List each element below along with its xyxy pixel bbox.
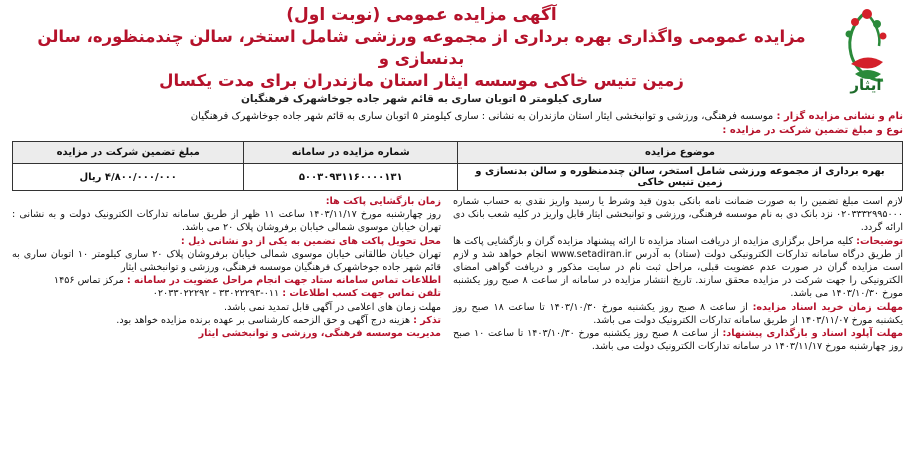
receive-paragraph	[453, 301, 903, 327]
ad-title: آگهی مزایده عمومی (نوبت اول)	[286, 5, 557, 25]
ad-subtitle-line1: مزایده عمومی واگذاری بهره برداری از مجموعه ورزشی شامل استخر، سالن چندمنظوره، سالن بدنسازی و	[37, 27, 806, 68]
deliver-text: تهران خیابان طالقانی خیابان موسوی شمالی خیابان برفروشان پلاک ۲۰ ساری کیلومتر ۱۰ اتوبان ساری به قائم شهر جاده جوخاشهرک فرهنگیان موسسه فرهنگی، ورزشی و توانبخشی ایثار	[12, 248, 441, 274]
upload-paragraph	[453, 327, 903, 353]
signature: مدیریت موسسه فرهنگی، ورزشی و توانبخشی ایثار	[198, 328, 441, 340]
contact-text: مرکز تماس ۱۴۵۶	[53, 275, 124, 287]
guarantee-heading: نوع و مبلغ تضمین شرکت در مزایده :	[722, 125, 903, 136]
phone-paragraph	[12, 287, 441, 300]
table-header-row	[13, 142, 903, 164]
ad-subtitle-line2: زمین تنیس خاکی موسسه ایثار استان مازندران برای مدت یکسال	[159, 71, 684, 90]
extend-text: مهلت زمان های اعلامی در آگهی قابل تمدید نمی باشد.	[224, 301, 441, 313]
receive-text: از ساعت ۸ صبح روز یکشنبه مورخ ۱۴۰۳/۱۰/۳۰ تا ساعت ۱۸ صبح روز یکشنبه مورخ ۱۴۰۳/۱۱/۰۷ از طریق سامانه تدارکات الکترونیک دولت می باشد.	[453, 301, 903, 326]
right-column	[453, 195, 903, 353]
phone-text: ۰۱۱-۳۳۰۲۲۲۹۳ - ۰۲۰۳۳۰۲۲۲۹۲	[152, 288, 280, 300]
cell-subject: بهره برداری از مجموعه ورزشی شامل استخر، سالن چندمنظوره و سالن بدنسازی و زمین تنیس خاکی	[458, 164, 903, 191]
open-text: روز چهارشنبه مورخ ۱۴۰۳/۱۱/۱۷ ساعت ۱۱ ظهر از طریق سامانه تدارکات الکترونیک دولت و به نشانی : تهران خیابان موسوی شمالی خیابان برفروشان پلاک ۲۰ می باشد.	[12, 209, 442, 234]
body-columns	[12, 195, 903, 353]
left-column	[12, 195, 441, 353]
ad-address-line: ساری کیلومتر ۵ اتوبان ساری به قائم شهر جاده جوخاشهرک فرهنگیان	[240, 93, 603, 105]
contact-label: اطلاعات تماس سامانه ستاد جهت انجام مراحل عضویت در سامانه :	[126, 275, 441, 287]
phone-label: تلفن تماس جهت کسب اطلاعات :	[282, 288, 441, 300]
deliver-label: محل تحویل پاکت های تضمین به یکی از دو نشانی ذیل :	[180, 235, 441, 247]
receive-label: مهلت زمان خرید اسناد مزایده:	[752, 301, 903, 313]
note-paragraph	[12, 314, 441, 327]
explain-text: کلیه مراحل برگزاری مزایده از دریافت اسناد مزایده تا ارائه پیشنهاد مزایده گران و بازگشایی پاکت ها از طریق درگاه سامانه تدارکات الکترونیکی دولت (ستاد) به آدرس www.setadiran.ir انجام خواهد شد و لازم است مزایده گران در صورت عدم عضویت قبلی، مراحل ثبت نام در سایت مذکور و دریافت گواهی امضای الکترونیکی را جهت شرکت در مزایده محقق سازند. تاریخ انتشار مزایده در سامانه از ساعت ۸ صبح روز یکشنبه مورخ ۱۴۰۳/۱۰/۳۰ می باشد.	[453, 235, 903, 300]
payment-paragraph: لازم است مبلغ تضمین را به صورت ضمانت نامه بانکی بدون قید وشرط یا رسید واریز نقدی به حساب شماره ۰۲۰۳۳۳۲۹۹۵۰۰۰ نزد بانک دی به نام موسسه فرهنگی، ورزشی و توانبخشی ایثار قابل واریز در کلیه شعب بانک دی ارائه گردد.	[453, 196, 903, 234]
upload-label: مهلت آپلود اسناد و بازگذاری پیشنهاد:	[722, 328, 903, 340]
header-guarantee: مبلغ تضمین شرکت در مزایده	[13, 142, 244, 164]
organizer-label: نام و نشانی مزایده گزار :	[776, 111, 903, 122]
header-subject: موضوع مزایده	[458, 142, 903, 164]
table-row	[13, 164, 903, 191]
explain-paragraph	[453, 235, 903, 301]
cell-guarantee: ۴/۸۰۰/۰۰۰/۰۰۰ ریال	[13, 164, 244, 191]
auction-table	[12, 141, 903, 191]
logo-text: ایثار	[850, 76, 882, 94]
header-number: شماره مزایده در سامانه	[244, 142, 458, 164]
note-text: هزینه درج آگهی و حق الزحمه کارشناسی بر عهده برنده مزایده خواهد بود.	[116, 314, 411, 326]
flower-logo-icon	[831, 4, 901, 100]
organizer-text: موسسه فرهنگی، ورزشی و توانبخشی ایثار استان مازندران به نشانی : ساری کیلومتر ۵ اتوبان ساری به قائم شهر جاده جوخاشهرک فرهنگیان	[190, 111, 774, 122]
title-block	[18, 4, 825, 106]
cell-number: ۵۰۰۳۰۹۳۱۱۶۰۰۰۰۱۳۱	[244, 164, 458, 191]
upload-text: از ساعت ۸ صبح روز یکشنبه مورخ ۱۴۰۳/۱۰/۳۰ تا ساعت ۱۰ صبح روز چهارشنبه مورخ ۱۴۰۳/۱۱/۱۷ در سامانه تدارکات الکترونیک دولت می باشد.	[453, 328, 903, 353]
note-label: تذکر :	[413, 314, 441, 326]
open-label: زمان بازگشایی پاکت ها:	[325, 196, 441, 207]
explain-label: توضیحات:	[856, 235, 903, 247]
organizer-info	[12, 110, 903, 138]
contact-paragraph	[12, 274, 441, 287]
